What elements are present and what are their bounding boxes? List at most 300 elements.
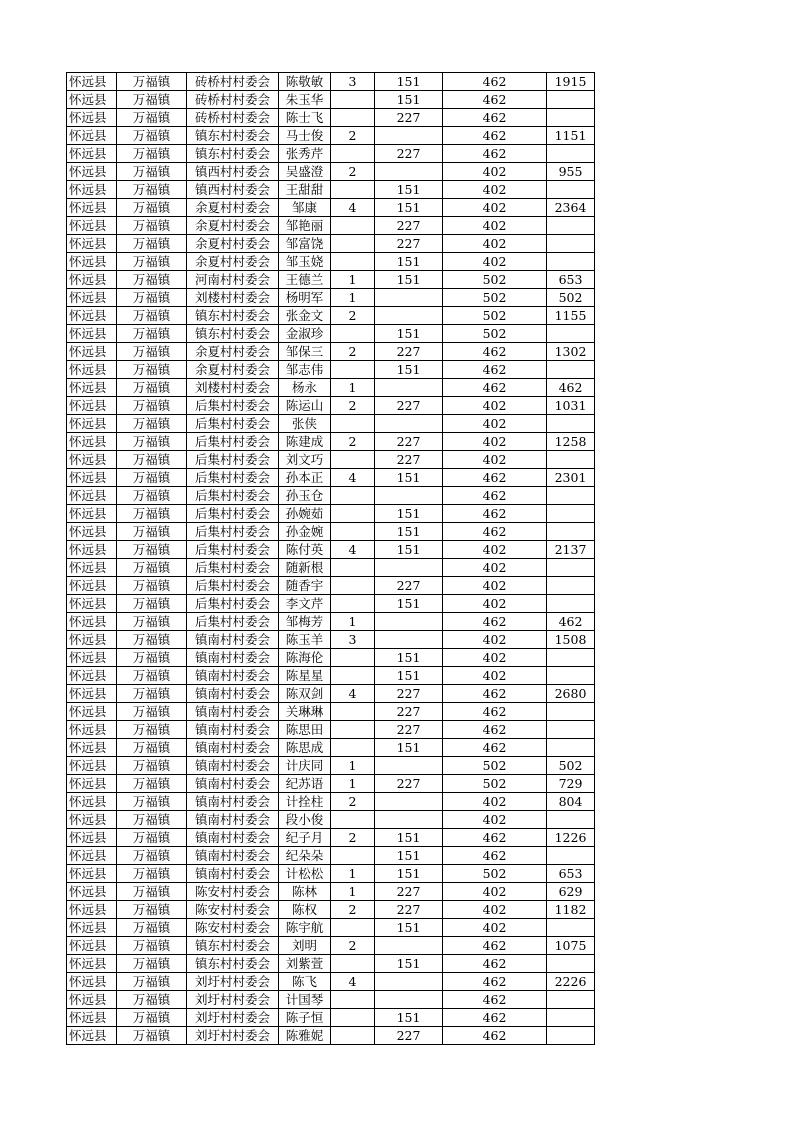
table-row [67, 757, 595, 775]
cell-amount-b: 402 [443, 793, 547, 811]
cell-county: 怀远县 [67, 559, 117, 577]
cell-amount-a: 151 [375, 73, 443, 91]
cell-village: 砖桥村村委会 [187, 91, 279, 109]
cell-household-size: 4 [331, 685, 375, 703]
cell-household-size [331, 235, 375, 253]
cell-total [547, 577, 595, 595]
table-row [67, 937, 595, 955]
table-row [67, 793, 595, 811]
cell-village: 后集村村委会 [187, 451, 279, 469]
cell-village: 刘圩村村委会 [187, 1009, 279, 1027]
cell-village: 后集村村委会 [187, 559, 279, 577]
cell-total: 653 [547, 865, 595, 883]
table-row [67, 253, 595, 271]
cell-amount-b: 462 [443, 721, 547, 739]
cell-town: 万福镇 [117, 847, 187, 865]
cell-name: 刘紫萱 [279, 955, 331, 973]
cell-amount-a [375, 307, 443, 325]
cell-household-size [331, 721, 375, 739]
table-row [67, 343, 595, 361]
table-row [67, 235, 595, 253]
cell-household-size: 2 [331, 163, 375, 181]
cell-amount-b: 462 [443, 1009, 547, 1027]
cell-county: 怀远县 [67, 937, 117, 955]
cell-county: 怀远县 [67, 397, 117, 415]
cell-total: 2137 [547, 541, 595, 559]
cell-total [547, 91, 595, 109]
cell-amount-b: 462 [443, 73, 547, 91]
cell-amount-b: 402 [443, 415, 547, 433]
cell-name: 陈林 [279, 883, 331, 901]
cell-household-size: 1 [331, 379, 375, 397]
cell-village: 余夏村村委会 [187, 199, 279, 217]
cell-amount-b: 502 [443, 271, 547, 289]
cell-total: 2364 [547, 199, 595, 217]
cell-household-size [331, 649, 375, 667]
table-row [67, 811, 595, 829]
cell-total [547, 955, 595, 973]
cell-town: 万福镇 [117, 757, 187, 775]
cell-amount-a: 227 [375, 721, 443, 739]
cell-town: 万福镇 [117, 91, 187, 109]
cell-amount-a: 227 [375, 883, 443, 901]
cell-total [547, 649, 595, 667]
cell-county: 怀远县 [67, 289, 117, 307]
cell-town: 万福镇 [117, 613, 187, 631]
table-row [67, 181, 595, 199]
cell-household-size [331, 487, 375, 505]
cell-total: 2226 [547, 973, 595, 991]
cell-village: 镇南村村委会 [187, 739, 279, 757]
cell-household-size [331, 253, 375, 271]
table-row [67, 307, 595, 325]
cell-amount-b: 462 [443, 829, 547, 847]
cell-village: 镇西村村委会 [187, 163, 279, 181]
cell-county: 怀远县 [67, 577, 117, 595]
cell-amount-b: 502 [443, 757, 547, 775]
cell-name: 邹志伟 [279, 361, 331, 379]
cell-name: 计拴柱 [279, 793, 331, 811]
cell-village: 后集村村委会 [187, 541, 279, 559]
cell-county: 怀远县 [67, 775, 117, 793]
cell-county: 怀远县 [67, 613, 117, 631]
cell-total [547, 739, 595, 757]
table-row [67, 325, 595, 343]
cell-household-size: 2 [331, 937, 375, 955]
cell-household-size: 2 [331, 307, 375, 325]
cell-total [547, 1027, 595, 1045]
cell-village: 陈安村村委会 [187, 919, 279, 937]
cell-village: 镇南村村委会 [187, 829, 279, 847]
cell-name: 陈思田 [279, 721, 331, 739]
cell-county: 怀远县 [67, 991, 117, 1009]
cell-name: 朱玉华 [279, 91, 331, 109]
cell-total: 502 [547, 757, 595, 775]
cell-name: 陈运山 [279, 397, 331, 415]
cell-household-size [331, 919, 375, 937]
cell-village: 刘楼村村委会 [187, 289, 279, 307]
cell-amount-b: 402 [443, 811, 547, 829]
cell-household-size [331, 109, 375, 127]
cell-household-size: 1 [331, 883, 375, 901]
cell-amount-b: 402 [443, 883, 547, 901]
cell-household-size: 1 [331, 613, 375, 631]
cell-town: 万福镇 [117, 721, 187, 739]
cell-amount-b: 462 [443, 991, 547, 1009]
cell-amount-b: 462 [443, 1027, 547, 1045]
cell-household-size: 3 [331, 631, 375, 649]
cell-total: 462 [547, 613, 595, 631]
table-row [67, 883, 595, 901]
cell-county: 怀远县 [67, 631, 117, 649]
cell-county: 怀远县 [67, 919, 117, 937]
cell-household-size [331, 847, 375, 865]
cell-amount-b: 462 [443, 523, 547, 541]
cell-village: 镇西村村委会 [187, 181, 279, 199]
cell-county: 怀远县 [67, 451, 117, 469]
cell-amount-a: 227 [375, 145, 443, 163]
cell-household-size: 2 [331, 127, 375, 145]
cell-name: 陈士飞 [279, 109, 331, 127]
cell-town: 万福镇 [117, 451, 187, 469]
cell-village: 河南村村委会 [187, 271, 279, 289]
cell-village: 镇南村村委会 [187, 865, 279, 883]
cell-county: 怀远县 [67, 307, 117, 325]
cell-town: 万福镇 [117, 775, 187, 793]
cell-village: 后集村村委会 [187, 523, 279, 541]
cell-village: 余夏村村委会 [187, 253, 279, 271]
cell-town: 万福镇 [117, 415, 187, 433]
cell-household-size: 1 [331, 271, 375, 289]
cell-county: 怀远县 [67, 883, 117, 901]
cell-household-size [331, 451, 375, 469]
cell-household-size: 1 [331, 775, 375, 793]
cell-county: 怀远县 [67, 865, 117, 883]
cell-county: 怀远县 [67, 109, 117, 127]
cell-total [547, 235, 595, 253]
cell-amount-a: 227 [375, 1027, 443, 1045]
table-row [67, 415, 595, 433]
table-row [67, 487, 595, 505]
cell-amount-a: 151 [375, 595, 443, 613]
cell-amount-a: 227 [375, 217, 443, 235]
cell-amount-a [375, 487, 443, 505]
cell-amount-b: 462 [443, 973, 547, 991]
cell-town: 万福镇 [117, 793, 187, 811]
table-row [67, 955, 595, 973]
cell-town: 万福镇 [117, 397, 187, 415]
cell-town: 万福镇 [117, 199, 187, 217]
cell-county: 怀远县 [67, 181, 117, 199]
cell-amount-b: 402 [443, 595, 547, 613]
cell-amount-a [375, 757, 443, 775]
cell-total [547, 919, 595, 937]
cell-village: 余夏村村委会 [187, 235, 279, 253]
table-row [67, 127, 595, 145]
cell-household-size: 2 [331, 793, 375, 811]
cell-total: 1075 [547, 937, 595, 955]
cell-county: 怀远县 [67, 433, 117, 451]
cell-amount-a: 151 [375, 739, 443, 757]
cell-name: 纪朵朵 [279, 847, 331, 865]
cell-county: 怀远县 [67, 271, 117, 289]
cell-amount-b: 402 [443, 901, 547, 919]
cell-county: 怀远县 [67, 667, 117, 685]
cell-village: 后集村村委会 [187, 433, 279, 451]
cell-amount-a: 151 [375, 541, 443, 559]
cell-amount-b: 402 [443, 235, 547, 253]
cell-household-size: 3 [331, 73, 375, 91]
cell-amount-b: 402 [443, 217, 547, 235]
cell-village: 镇南村村委会 [187, 847, 279, 865]
cell-amount-a [375, 163, 443, 181]
cell-village: 后集村村委会 [187, 487, 279, 505]
cell-amount-b: 402 [443, 577, 547, 595]
cell-total [547, 109, 595, 127]
cell-town: 万福镇 [117, 235, 187, 253]
cell-amount-a: 151 [375, 667, 443, 685]
table-row [67, 901, 595, 919]
cell-name: 陈玉羊 [279, 631, 331, 649]
cell-household-size [331, 991, 375, 1009]
cell-county: 怀远县 [67, 973, 117, 991]
cell-amount-b: 402 [443, 181, 547, 199]
cell-village: 镇南村村委会 [187, 811, 279, 829]
cell-total: 1031 [547, 397, 595, 415]
cell-county: 怀远县 [67, 487, 117, 505]
table-row [67, 451, 595, 469]
cell-town: 万福镇 [117, 937, 187, 955]
cell-town: 万福镇 [117, 703, 187, 721]
cell-town: 万福镇 [117, 973, 187, 991]
cell-amount-b: 462 [443, 703, 547, 721]
cell-county: 怀远县 [67, 253, 117, 271]
cell-village: 镇东村村委会 [187, 307, 279, 325]
cell-name: 邹玉娆 [279, 253, 331, 271]
cell-amount-b: 402 [443, 451, 547, 469]
cell-village: 镇东村村委会 [187, 325, 279, 343]
cell-amount-a [375, 289, 443, 307]
cell-household-size: 1 [331, 757, 375, 775]
table-row [67, 865, 595, 883]
cell-name: 孙金婉 [279, 523, 331, 541]
cell-county: 怀远县 [67, 1009, 117, 1027]
cell-total: 462 [547, 379, 595, 397]
table-row [67, 685, 595, 703]
cell-household-size: 1 [331, 289, 375, 307]
cell-household-size [331, 91, 375, 109]
cell-town: 万福镇 [117, 541, 187, 559]
cell-total [547, 559, 595, 577]
table-row [67, 541, 595, 559]
cell-household-size: 4 [331, 469, 375, 487]
cell-county: 怀远县 [67, 343, 117, 361]
cell-town: 万福镇 [117, 433, 187, 451]
table-row [67, 145, 595, 163]
cell-total: 1151 [547, 127, 595, 145]
cell-name: 邹艳丽 [279, 217, 331, 235]
cell-amount-b: 402 [443, 649, 547, 667]
cell-amount-b: 462 [443, 469, 547, 487]
cell-total [547, 1009, 595, 1027]
cell-county: 怀远县 [67, 505, 117, 523]
cell-total: 804 [547, 793, 595, 811]
cell-name: 邹梅芳 [279, 613, 331, 631]
cell-name: 刘明 [279, 937, 331, 955]
cell-county: 怀远县 [67, 829, 117, 847]
cell-name: 计国琴 [279, 991, 331, 1009]
table-row [67, 271, 595, 289]
cell-total [547, 325, 595, 343]
table-row [67, 523, 595, 541]
cell-town: 万福镇 [117, 829, 187, 847]
cell-town: 万福镇 [117, 739, 187, 757]
cell-amount-a: 151 [375, 865, 443, 883]
cell-total [547, 181, 595, 199]
cell-village: 镇南村村委会 [187, 721, 279, 739]
cell-name: 陈飞 [279, 973, 331, 991]
cell-amount-b: 402 [443, 199, 547, 217]
cell-name: 张秀芹 [279, 145, 331, 163]
table-row [67, 721, 595, 739]
cell-village: 刘圩村村委会 [187, 973, 279, 991]
cell-town: 万福镇 [117, 163, 187, 181]
cell-total [547, 703, 595, 721]
cell-town: 万福镇 [117, 595, 187, 613]
cell-town: 万福镇 [117, 145, 187, 163]
cell-village: 镇南村村委会 [187, 649, 279, 667]
cell-household-size: 4 [331, 973, 375, 991]
table-row [67, 667, 595, 685]
cell-village: 镇南村村委会 [187, 631, 279, 649]
cell-village: 余夏村村委会 [187, 361, 279, 379]
cell-name: 陈思成 [279, 739, 331, 757]
table-body [67, 73, 595, 1045]
cell-town: 万福镇 [117, 523, 187, 541]
cell-household-size [331, 325, 375, 343]
cell-amount-a: 227 [375, 109, 443, 127]
cell-household-size [331, 667, 375, 685]
cell-town: 万福镇 [117, 919, 187, 937]
cell-total: 955 [547, 163, 595, 181]
cell-town: 万福镇 [117, 469, 187, 487]
cell-town: 万福镇 [117, 361, 187, 379]
cell-household-size [331, 1027, 375, 1045]
table-row [67, 847, 595, 865]
cell-county: 怀远县 [67, 469, 117, 487]
cell-town: 万福镇 [117, 181, 187, 199]
cell-household-size: 2 [331, 343, 375, 361]
cell-name: 马士俊 [279, 127, 331, 145]
cell-county: 怀远县 [67, 649, 117, 667]
table-row [67, 577, 595, 595]
cell-amount-a: 151 [375, 505, 443, 523]
cell-total [547, 523, 595, 541]
cell-total: 629 [547, 883, 595, 901]
table-row [67, 217, 595, 235]
cell-town: 万福镇 [117, 325, 187, 343]
cell-name: 纪子月 [279, 829, 331, 847]
cell-town: 万福镇 [117, 1009, 187, 1027]
cell-village: 后集村村委会 [187, 505, 279, 523]
cell-county: 怀远县 [67, 703, 117, 721]
cell-household-size [331, 181, 375, 199]
cell-amount-b: 502 [443, 289, 547, 307]
cell-amount-a: 151 [375, 919, 443, 937]
cell-amount-a: 227 [375, 685, 443, 703]
cell-amount-b: 402 [443, 631, 547, 649]
cell-county: 怀远县 [67, 811, 117, 829]
table-row [67, 109, 595, 127]
cell-name: 吴盛澄 [279, 163, 331, 181]
cell-name: 计松松 [279, 865, 331, 883]
table-row [67, 433, 595, 451]
cell-town: 万福镇 [117, 505, 187, 523]
cell-amount-b: 462 [443, 739, 547, 757]
cell-total: 729 [547, 775, 595, 793]
cell-town: 万福镇 [117, 577, 187, 595]
cell-total [547, 451, 595, 469]
table-row [67, 1009, 595, 1027]
cell-county: 怀远县 [67, 757, 117, 775]
cell-name: 张金文 [279, 307, 331, 325]
cell-village: 砖桥村村委会 [187, 73, 279, 91]
cell-name: 陈建成 [279, 433, 331, 451]
cell-amount-a [375, 937, 443, 955]
cell-amount-a: 151 [375, 325, 443, 343]
cell-amount-b: 462 [443, 127, 547, 145]
cell-amount-a [375, 559, 443, 577]
cell-name: 计庆同 [279, 757, 331, 775]
cell-amount-a: 151 [375, 523, 443, 541]
table-row [67, 199, 595, 217]
cell-town: 万福镇 [117, 271, 187, 289]
cell-village: 陈安村村委会 [187, 901, 279, 919]
cell-village: 后集村村委会 [187, 469, 279, 487]
table-row [67, 919, 595, 937]
cell-amount-a: 227 [375, 343, 443, 361]
cell-town: 万福镇 [117, 901, 187, 919]
cell-name: 张侠 [279, 415, 331, 433]
cell-amount-b: 462 [443, 379, 547, 397]
cell-town: 万福镇 [117, 379, 187, 397]
cell-amount-b: 402 [443, 667, 547, 685]
cell-town: 万福镇 [117, 487, 187, 505]
cell-county: 怀远县 [67, 739, 117, 757]
cell-amount-a: 151 [375, 181, 443, 199]
table-row [67, 361, 595, 379]
cell-total: 1226 [547, 829, 595, 847]
cell-amount-a: 227 [375, 235, 443, 253]
cell-town: 万福镇 [117, 685, 187, 703]
cell-total: 1155 [547, 307, 595, 325]
table-row [67, 991, 595, 1009]
cell-county: 怀远县 [67, 199, 117, 217]
cell-total [547, 253, 595, 271]
cell-village: 镇南村村委会 [187, 703, 279, 721]
cell-amount-a [375, 973, 443, 991]
cell-amount-b: 462 [443, 343, 547, 361]
cell-household-size [331, 361, 375, 379]
cell-name: 邹富饶 [279, 235, 331, 253]
cell-household-size [331, 505, 375, 523]
table-row [67, 739, 595, 757]
cell-household-size [331, 811, 375, 829]
cell-amount-b: 462 [443, 145, 547, 163]
cell-town: 万福镇 [117, 865, 187, 883]
cell-name: 刘文巧 [279, 451, 331, 469]
cell-amount-b: 462 [443, 847, 547, 865]
